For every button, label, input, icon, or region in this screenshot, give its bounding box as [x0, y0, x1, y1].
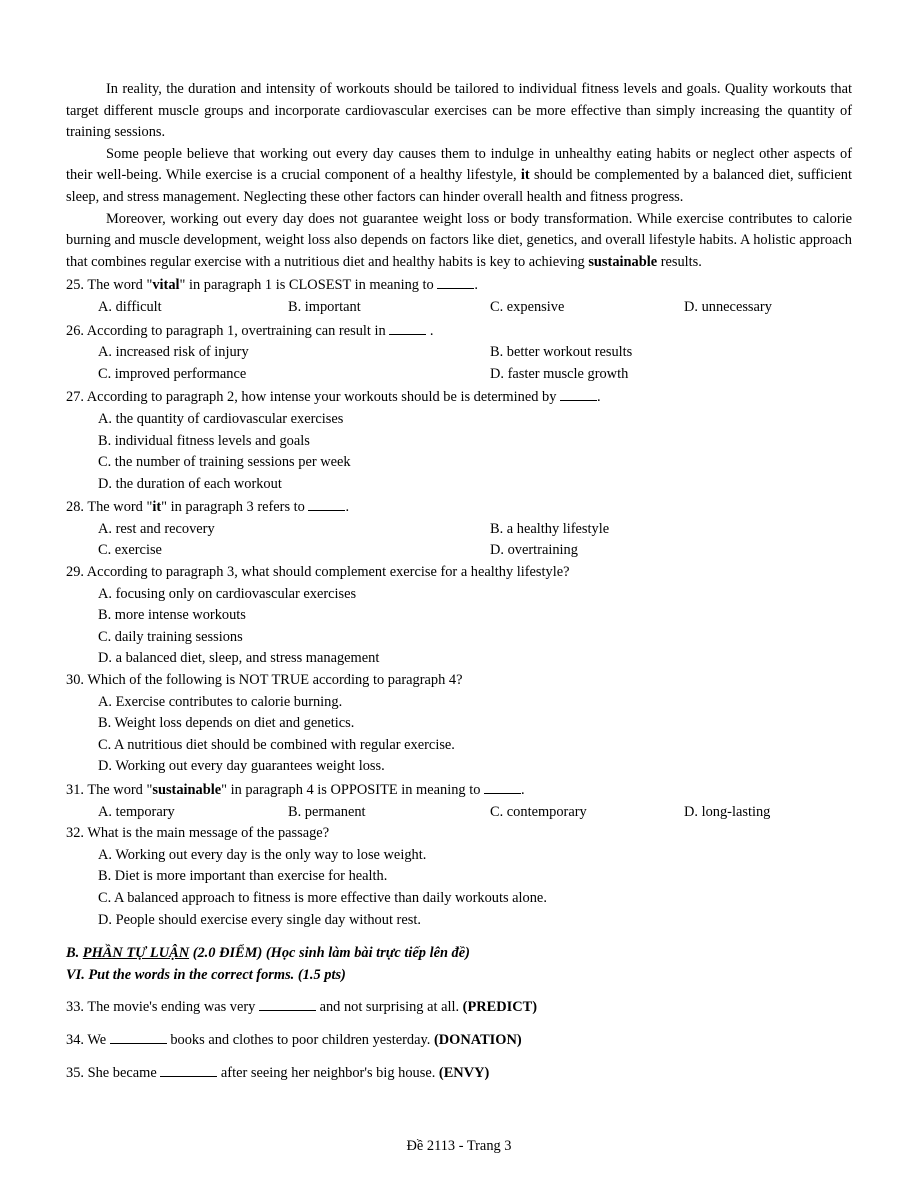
option-c: C. A nutritious diet should be combined with regular exercise.	[98, 736, 455, 753]
question-31: 31. The word "sustainable" in paragraph 4 is OPPOSITE in meaning to .	[66, 778, 852, 802]
answer-blank	[560, 385, 597, 401]
question-29: 29. According to paragraph 3, what should complement exercise for a healthy lifestyle?	[66, 564, 570, 581]
page-footer: Đề 2113 - Trang 3	[406, 1138, 512, 1154]
option-d: D. Working out every day guarantees weight loss.	[98, 758, 385, 775]
option-c: C. expensive	[490, 298, 565, 315]
option-c: C. improved performance	[98, 365, 247, 382]
passage-paragraph-4: Moreover, working out every day does not guarantee weight loss or body transformation. While exercise contributes to calorie burning and muscle development, weight loss also depends on factors like diet, genetics, and overall lifestyle habits. A holistic approach that combines regular exercise with a nutritious diet and healthy habits is key to achieving sustainable results.	[66, 210, 852, 270]
question-30: 30. Which of the following is NOT TRUE according to paragraph 4?	[66, 672, 463, 689]
option-a: A. rest and recovery	[98, 520, 215, 537]
question-25: 25. The word "vital" in paragraph 1 is CLOSEST in meaning to .	[66, 273, 852, 297]
question-33: 33. The movie's ending was very and not surprising at all. (PREDICT)	[66, 995, 852, 1019]
highlight-word-sustainable: sustainable	[588, 253, 658, 270]
answer-blank	[259, 995, 316, 1011]
option-d: D. long-lasting	[684, 803, 771, 820]
option-b: B. Diet is more important than exercise for health.	[98, 868, 388, 885]
answer-blank	[484, 778, 521, 794]
option-c: C. exercise	[98, 542, 162, 559]
option-b: B. important	[288, 298, 361, 315]
option-c: C. the number of training sessions per week	[98, 454, 351, 471]
option-a: A. the quantity of cardiovascular exercises	[98, 410, 344, 427]
question-32: 32. What is the main message of the passage?	[66, 825, 330, 842]
question-28: 28. The word "it" in paragraph 3 refers to .	[66, 495, 852, 519]
question-35: 35. She became after seeing her neighbor's big house. (ENVY)	[66, 1061, 852, 1085]
passage-paragraph-2: In reality, the duration and intensity of workouts should be tailored to individual fitness levels and goals. Quality workouts that target different muscle groups and incorporate cardiovascular exercises can be more effective than simply increasing the quantity of training sessions.	[66, 81, 852, 141]
options-28-row1	[66, 519, 852, 541]
options-31	[66, 802, 852, 824]
option-a: A. Working out every day is the only way to lose weight.	[98, 846, 427, 863]
option-a: A. focusing only on cardiovascular exercises	[98, 585, 357, 602]
options-26-row2	[66, 364, 852, 386]
option-c: C. daily training sessions	[98, 628, 243, 645]
option-d: D. People should exercise every single day without rest.	[98, 911, 421, 928]
answer-blank	[437, 273, 474, 289]
question-26: 26. According to paragraph 1, overtraining can result in .	[66, 319, 852, 343]
question-34: 34. We books and clothes to poor children yesterday. (DONATION)	[66, 1028, 852, 1052]
option-b: B. permanent	[288, 803, 366, 820]
answer-blank	[160, 1061, 217, 1077]
option-b: B. individual fitness levels and goals	[98, 432, 310, 449]
option-b: B. Weight loss depends on diet and genetics.	[98, 715, 355, 732]
passage-paragraph-3: Some people believe that working out every day causes them to indulge in unhealthy eating habits or neglect other aspects of their well-being. While exercise is a crucial component of a healthy lifestyle, it should be complemented by a balanced diet, sufficient sleep, and stress management. Neglecting these other factors can hinder overall health and fitness progress.	[66, 145, 852, 205]
option-a: A. difficult	[98, 298, 162, 315]
option-b: B. better workout results	[490, 344, 633, 361]
option-b: B. a healthy lifestyle	[490, 520, 610, 537]
answer-blank	[308, 495, 345, 511]
option-a: A. temporary	[98, 803, 175, 820]
option-d: D. a balanced diet, sleep, and stress management	[98, 650, 380, 667]
options-28-row2	[66, 540, 852, 562]
option-d: D. unnecessary	[684, 298, 772, 315]
options-26-row1	[66, 342, 852, 364]
section-b-heading: B. PHẦN TỰ LUẬN (2.0 ĐIỂM) (Học sinh làm bài trực tiếp lên đề)	[66, 945, 470, 962]
answer-blank	[110, 1028, 167, 1044]
option-a: A. increased risk of injury	[98, 344, 249, 361]
highlight-word-it: it	[520, 167, 530, 184]
option-a: A. Exercise contributes to calorie burning.	[98, 693, 343, 710]
options-25	[66, 297, 852, 319]
exam-page	[66, 79, 852, 1084]
option-c: C. A balanced approach to fitness is more effective than daily workouts alone.	[98, 889, 547, 906]
answer-blank	[389, 319, 426, 335]
option-d: D. the duration of each workout	[98, 475, 282, 492]
option-c: C. contemporary	[490, 803, 587, 820]
option-d: D. overtraining	[490, 542, 578, 559]
option-b: B. more intense workouts	[98, 607, 246, 624]
question-27: 27. According to paragraph 2, how intense your workouts should be is determined by .	[66, 385, 852, 409]
option-d: D. faster muscle growth	[490, 365, 629, 382]
section-vi-heading: VI. Put the words in the correct forms. (1.5 pts)	[66, 966, 346, 983]
